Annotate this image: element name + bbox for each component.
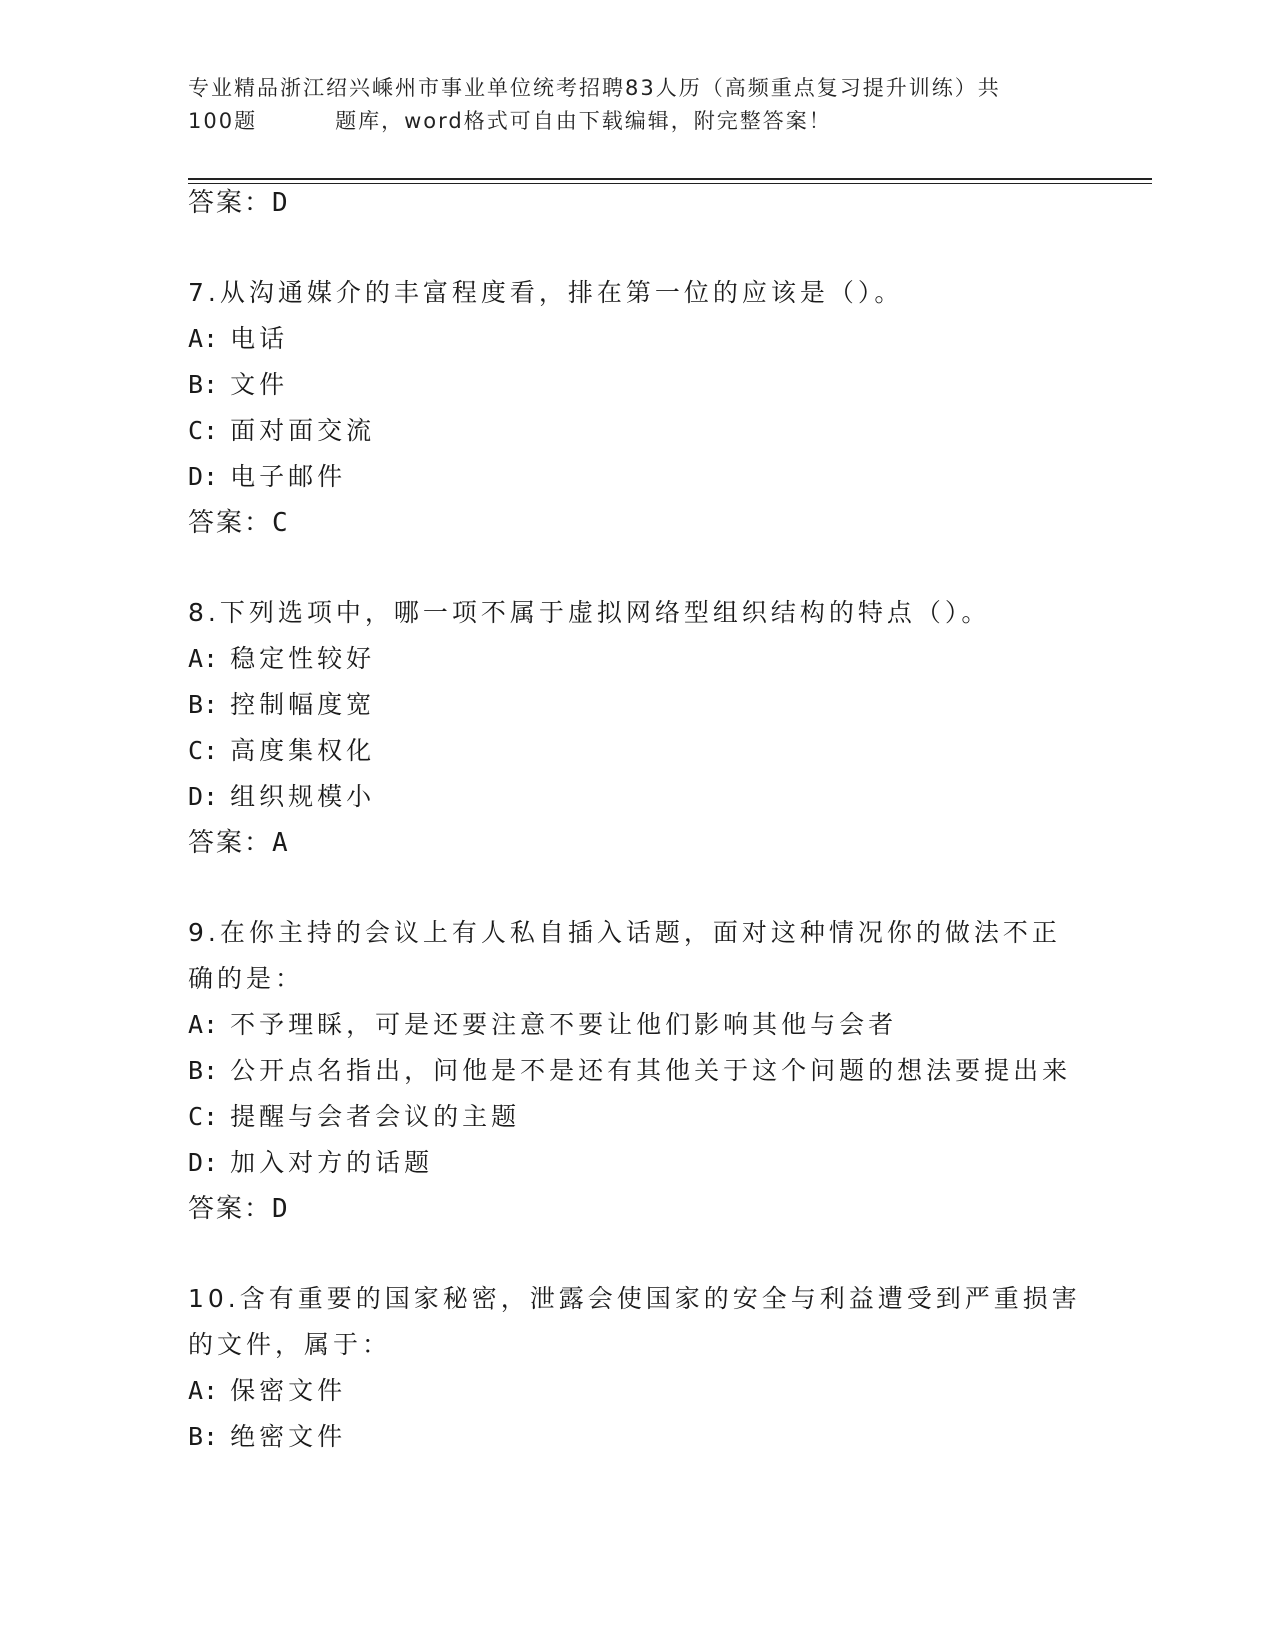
option-b bbox=[188, 1414, 1088, 1460]
option-text: 文件 bbox=[230, 370, 289, 399]
header-count: 100题 bbox=[188, 109, 258, 133]
option-letter: B: bbox=[188, 370, 219, 399]
option-letter: A: bbox=[188, 644, 219, 673]
option-c bbox=[188, 1094, 1088, 1140]
option-b bbox=[188, 1048, 1088, 1094]
option-text: 提醒与会者会议的主题 bbox=[230, 1102, 521, 1131]
answer-value: D bbox=[272, 188, 290, 218]
option-letter: D: bbox=[188, 1148, 219, 1177]
option-letter: B: bbox=[188, 1422, 219, 1451]
option-text: 保密文件 bbox=[230, 1376, 347, 1405]
option-a bbox=[188, 316, 1088, 362]
option-text: 电子邮件 bbox=[230, 462, 347, 491]
answer-value: D bbox=[272, 1194, 290, 1224]
answer-label: 答案： bbox=[188, 508, 273, 538]
option-letter: D: bbox=[188, 782, 219, 811]
option-text: 高度集权化 bbox=[230, 736, 376, 765]
option-text: 绝密文件 bbox=[230, 1422, 347, 1451]
option-letter: C: bbox=[188, 1102, 219, 1131]
question-stem: 8.下列选项中，哪一项不属于虚拟网络型组织结构的特点（）。 bbox=[188, 598, 991, 627]
option-text: 面对面交流 bbox=[230, 416, 376, 445]
option-text: 加入对方的话题 bbox=[230, 1148, 434, 1177]
option-b bbox=[188, 682, 1088, 728]
question-stem-line-2: 的文件，属于： bbox=[188, 1330, 392, 1359]
header-description: 题库，word格式可自由下载编辑，附完整答案！ bbox=[335, 109, 832, 133]
answer-line bbox=[188, 1186, 1088, 1232]
question-9 bbox=[188, 910, 1088, 1232]
option-a bbox=[188, 1368, 1088, 1414]
question-7 bbox=[188, 270, 1088, 546]
answer-value: C bbox=[272, 508, 290, 538]
answer-label: 答案： bbox=[188, 188, 273, 218]
answer-value: A bbox=[272, 828, 290, 858]
answer-line bbox=[188, 820, 1088, 866]
option-c bbox=[188, 728, 1088, 774]
option-a bbox=[188, 1002, 1088, 1048]
option-letter: C: bbox=[188, 736, 219, 765]
answer-line-q6 bbox=[188, 180, 1088, 226]
option-d bbox=[188, 774, 1088, 820]
option-text: 不予理睬，可是还要注意不要让他们影响其他与会者 bbox=[230, 1010, 898, 1039]
option-letter: A: bbox=[188, 324, 219, 353]
option-letter: D: bbox=[188, 462, 219, 491]
option-text: 组织规模小 bbox=[230, 782, 376, 811]
question-stem-line-2: 确的是： bbox=[188, 964, 305, 993]
option-a bbox=[188, 636, 1088, 682]
option-letter: B: bbox=[188, 690, 219, 719]
document-body bbox=[188, 180, 1088, 1460]
option-d bbox=[188, 1140, 1088, 1186]
option-text: 控制幅度宽 bbox=[230, 690, 376, 719]
option-c bbox=[188, 408, 1088, 454]
header-line-1: 专业精品浙江绍兴嵊州市事业单位统考招聘83人历（高频重点复习提升训练）共 bbox=[188, 76, 1001, 100]
answer-line bbox=[188, 500, 1088, 546]
option-text: 电话 bbox=[230, 324, 289, 353]
option-letter: A: bbox=[188, 1376, 219, 1405]
option-letter: C: bbox=[188, 416, 219, 445]
question-stem: 7.从沟通媒介的丰富程度看，排在第一位的应该是（）。 bbox=[188, 278, 904, 307]
answer-label: 答案： bbox=[188, 1194, 273, 1224]
option-letter: B: bbox=[188, 1056, 219, 1085]
page-header bbox=[188, 72, 1088, 138]
answer-label: 答案： bbox=[188, 828, 273, 858]
question-stem-line-1: 9.在你主持的会议上有人私自插入话题，面对这种情况你的做法不正 bbox=[188, 918, 1061, 947]
question-8 bbox=[188, 590, 1088, 866]
option-d bbox=[188, 454, 1088, 500]
option-letter: A: bbox=[188, 1010, 219, 1039]
option-b bbox=[188, 362, 1088, 408]
question-stem-line-1: 10.含有重要的国家秘密，泄露会使国家的安全与利益遭受到严重损害 bbox=[188, 1284, 1081, 1313]
option-text: 公开点名指出，问他是不是还有其他关于这个问题的想法要提出来 bbox=[230, 1056, 1072, 1085]
header-line-2 bbox=[188, 105, 1088, 138]
question-10 bbox=[188, 1276, 1088, 1460]
option-text: 稳定性较好 bbox=[230, 644, 376, 673]
